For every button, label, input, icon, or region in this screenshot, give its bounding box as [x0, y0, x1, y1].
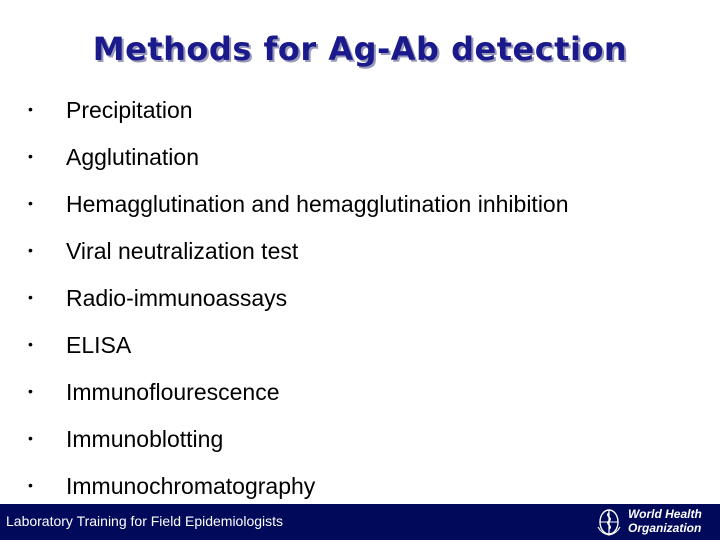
bullet-text: Immunochromatography: [66, 473, 316, 499]
list-item: [0, 278, 720, 318]
who-emblem-icon: [594, 507, 624, 537]
bullet-text: Immunoblotting: [66, 426, 224, 452]
slide-title: Methods for Ag-Ab detection: [92, 30, 628, 68]
list-item: [0, 466, 720, 506]
who-logo-text: [628, 507, 702, 535]
who-logo-line1: World Health: [628, 507, 702, 521]
bullet-text: Radio-immunoassays: [66, 285, 288, 311]
bullet-text: Precipitation: [66, 97, 193, 123]
bullet-dot: •: [28, 195, 33, 211]
bullet-dot: •: [28, 383, 33, 399]
bullet-dot: •: [28, 242, 33, 258]
bullet-dot: •: [28, 289, 33, 305]
list-item: [0, 372, 720, 412]
list-item: [0, 137, 720, 177]
list-item: [0, 419, 720, 459]
list-item: [0, 231, 720, 271]
bullet-text: Hemagglutination and hemagglutination inhibition: [66, 191, 569, 217]
footer-bar: [0, 504, 720, 540]
list-item: [0, 90, 720, 130]
who-logo-line2: Organization: [628, 521, 702, 535]
bullet-dot: •: [28, 148, 33, 164]
bullet-text: ELISA: [66, 332, 132, 358]
bullet-dot: •: [28, 477, 33, 493]
bullet-text: Viral neutralization test: [66, 238, 299, 264]
bullet-text: Agglutination: [66, 144, 199, 170]
bullet-text: Immunoflourescence: [66, 379, 280, 405]
bullet-dot: •: [28, 101, 33, 117]
bullet-dot: •: [28, 336, 33, 352]
list-item: [0, 184, 720, 224]
list-item: [0, 325, 720, 365]
bullet-dot: •: [28, 430, 33, 446]
footer-text: Laboratory Training for Field Epidemiologists: [6, 513, 284, 529]
